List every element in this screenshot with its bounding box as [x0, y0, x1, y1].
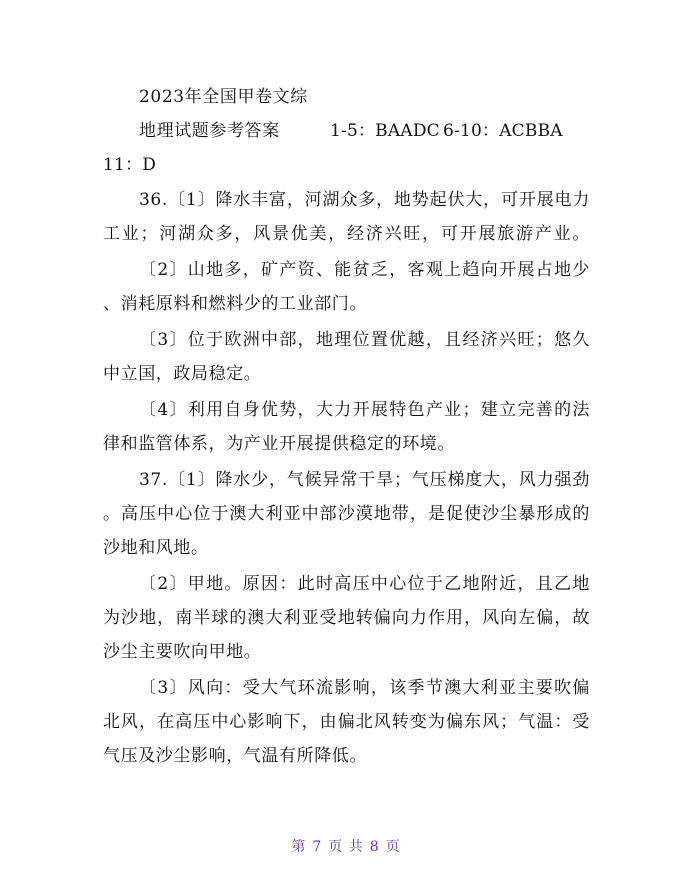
q37-line-9: 气压及沙尘影响，气温有所降低。 — [103, 746, 367, 766]
q36-line-2: 工业；河湖众多，风景优美，经济兴旺，可开展旅游产业。 — [103, 224, 590, 244]
q37-line-4: 〔2〕甲地。原因：此时高压中心位于乙地附近，且乙地 — [139, 574, 590, 594]
footer-suffix: 页 — [385, 839, 401, 855]
q36-line-6: 中立国，政局稳定。 — [103, 364, 262, 384]
q36-line-7: 〔4〕利用自身优势，大力开展特色产业；建立完善的法 — [139, 400, 590, 420]
q37-line-5: 为沙地，南半球的澳大利亚受地转偏向力作用，风向左偏，故 — [103, 608, 590, 628]
footer-page-number: 7 — [312, 839, 323, 855]
document-subtitle: 地理试题参考答案 — [139, 121, 280, 141]
q37-line-2: 。高压中心位于澳大利亚中部沙漠地带，是促使沙尘暴形成的 — [103, 504, 590, 524]
q36-line-4: 、消耗原料和燃料少的工业部门。 — [103, 294, 367, 314]
document-title: 2023年全国甲卷文综 — [139, 87, 308, 107]
q37-line-6: 沙尘主要吹向甲地。 — [103, 642, 262, 662]
footer-prefix: 第 — [291, 839, 307, 855]
page-footer — [0, 838, 692, 856]
footer-total-pages: 8 — [369, 839, 380, 855]
q37-line-3: 沙地和风地。 — [103, 538, 209, 558]
q37-line-8: 北风，在高压中心影响下，由偏北风转变为偏东风；气温：受 — [103, 712, 590, 732]
answers-1-5: 1-5：BAADC — [330, 121, 440, 141]
footer-middle: 页 共 — [328, 839, 364, 855]
q37-line-7: 〔3〕风向：受大气环流影响，该季节澳大利亚主要吹偏 — [139, 678, 590, 698]
q36-line-3: 〔2〕山地多，矿产资、能贫乏，客观上趋向开展占地少 — [139, 260, 590, 280]
q36-line-1: 36.〔1〕降水丰富，河湖众多，地势起伏大，可开展电力 — [139, 190, 590, 210]
q36-line-5: 〔3〕位于欧洲中部，地理位置优越，且经济兴旺；悠久 — [139, 330, 590, 350]
q36-line-8: 律和监管体系，为产业开展提供稳定的环境。 — [103, 434, 455, 454]
answers-6-10: 6-10：ACBBA — [443, 121, 563, 141]
answers-11: 11：D — [103, 155, 157, 175]
q37-line-1: 37.〔1〕降水少，气候异常干旱；气压梯度大，风力强劲 — [139, 470, 590, 490]
